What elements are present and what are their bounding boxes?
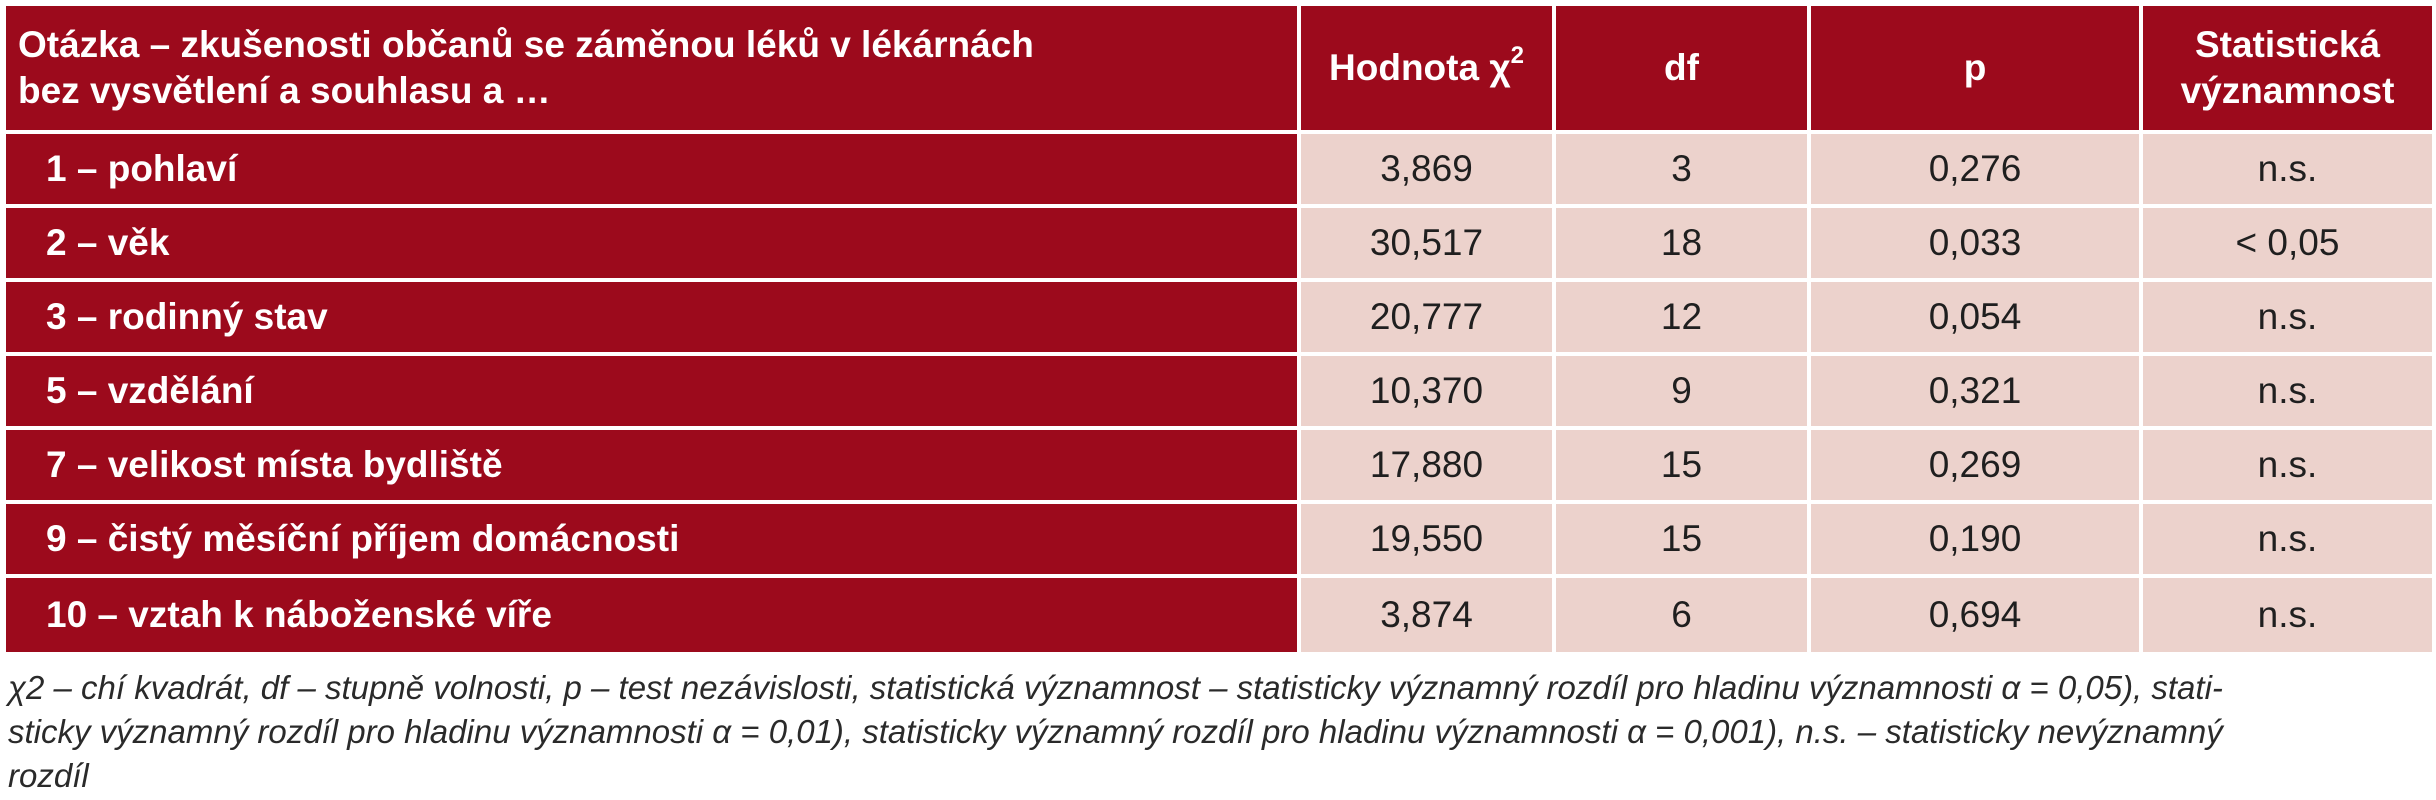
p-value-cell: 0,321	[1811, 356, 2143, 430]
question-header-line2: bez vysvětlení a souhlasu a …	[18, 70, 551, 111]
chi-value-cell: 20,777	[1301, 282, 1556, 356]
row-label: 10 – vztah k náboženské víře	[6, 578, 1301, 652]
significance-cell: n.s.	[2143, 356, 2432, 430]
significance-cell: n.s.	[2143, 282, 2432, 356]
significance-cell: n.s.	[2143, 504, 2432, 578]
row-label: 3 – rodinný stav	[6, 282, 1301, 356]
df-cell: 12	[1556, 282, 1811, 356]
df-column-header: df	[1556, 6, 1811, 134]
significance-cell: n.s.	[2143, 430, 2432, 504]
table-header	[6, 6, 2432, 134]
chi-value-cell: 30,517	[1301, 208, 1556, 282]
chi-value-column-header	[1301, 6, 1556, 134]
table-row	[6, 208, 2432, 282]
p-column-header: p	[1811, 6, 2143, 134]
chi-value-cell: 19,550	[1301, 504, 1556, 578]
row-label: 7 – velikost místa bydliště	[6, 430, 1301, 504]
p-value-cell: 0,190	[1811, 504, 2143, 578]
footnote-line2: sticky významný rozdíl pro hladinu významnosti α = 0,01), statisticky významný rozdíl pro hladinu významnosti α = 0,001), n.s. – statisticky nevýznamný	[8, 713, 2223, 750]
significance-cell: n.s.	[2143, 134, 2432, 208]
df-cell: 18	[1556, 208, 1811, 282]
p-value-cell: 0,033	[1811, 208, 2143, 282]
table-row	[6, 134, 2432, 208]
p-value-cell: 0,269	[1811, 430, 2143, 504]
chi-value-cell: 3,869	[1301, 134, 1556, 208]
chi-value-cell: 17,880	[1301, 430, 1556, 504]
df-cell: 6	[1556, 578, 1811, 652]
p-value-cell: 0,054	[1811, 282, 2143, 356]
chi-value-header-text: Hodnota χ	[1329, 47, 1511, 88]
table-row	[6, 430, 2432, 504]
row-label: 2 – věk	[6, 208, 1301, 282]
significance-header-line1: Statistická	[2194, 24, 2381, 65]
row-label: 9 – čistý měsíční příjem domácnosti	[6, 504, 1301, 578]
chi-value-cell: 3,874	[1301, 578, 1556, 652]
chi-square-results-table	[6, 6, 2432, 652]
table-row	[6, 282, 2432, 356]
header-row	[6, 6, 2432, 134]
question-header-line1: Otázka – zkušenosti občanů se záměnou léků v lékárnách	[18, 24, 1034, 65]
chi-value-cell: 10,370	[1301, 356, 1556, 430]
footnote-line1: χ2 – chí kvadrát, df – stupně volnosti, p – test nezávislosti, statistická významnost – statisticky významný rozdíl pro hladinu významnosti α = 0,05), stati-	[8, 669, 2223, 706]
significance-cell: n.s.	[2143, 578, 2432, 652]
table-row	[6, 578, 2432, 652]
footnote-line3: rozdíl	[8, 757, 89, 794]
df-cell: 3	[1556, 134, 1811, 208]
p-value-cell: 0,276	[1811, 134, 2143, 208]
table-body	[6, 134, 2432, 652]
df-cell: 9	[1556, 356, 1811, 430]
significance-column-header	[2143, 6, 2432, 134]
p-value-cell: 0,694	[1811, 578, 2143, 652]
row-label: 5 – vzdělání	[6, 356, 1301, 430]
table-footnote	[8, 666, 2428, 798]
results-table-container	[6, 6, 2432, 652]
df-cell: 15	[1556, 430, 1811, 504]
df-cell: 15	[1556, 504, 1811, 578]
question-column-header	[6, 6, 1301, 134]
table-row	[6, 504, 2432, 578]
table-row	[6, 356, 2432, 430]
significance-cell: < 0,05	[2143, 208, 2432, 282]
significance-header-line2: významnost	[2180, 70, 2395, 111]
chi-superscript: 2	[1510, 41, 1524, 69]
row-label: 1 – pohlaví	[6, 134, 1301, 208]
